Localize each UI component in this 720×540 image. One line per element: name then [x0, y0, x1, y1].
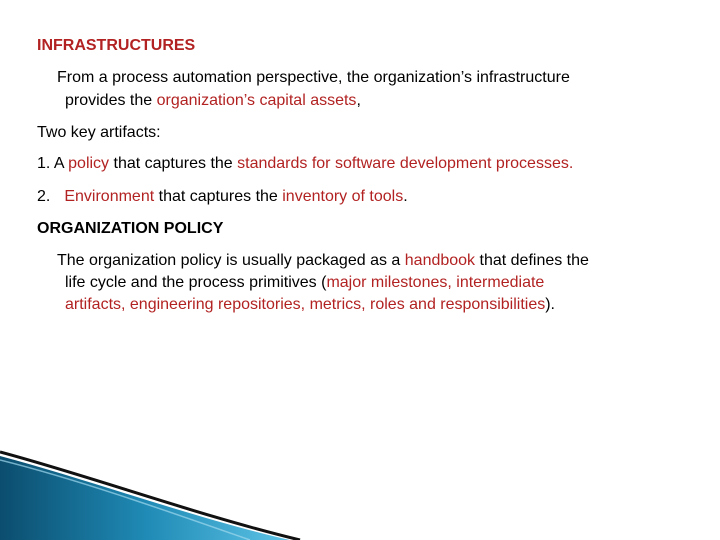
list-number: 2.	[37, 188, 51, 205]
standards-highlight: standards for software development processes.	[237, 155, 574, 172]
inventory-highlight: inventory of tools	[282, 188, 404, 205]
capital-assets-highlight: organization’s capital assets	[156, 92, 357, 109]
artifact-item-1: 1. A policy that captures the standards for software development processes.	[37, 155, 574, 172]
infra-para-line-1: From a process automation perspective, the organization’s infrastructure	[57, 69, 570, 86]
infra-para-line-2: provides the organization’s capital assets,	[65, 92, 361, 109]
primitives-highlight-1: major milestones, intermediate	[326, 274, 545, 291]
list-number: 1.	[37, 155, 51, 172]
artifact-item-2: 2. Environment that captures the inventory of tools.	[37, 188, 408, 205]
handbook-highlight: handbook	[404, 252, 476, 269]
policy-highlight: policy	[68, 155, 110, 172]
heading-organization-policy: ORGANIZATION POLICY	[37, 220, 224, 237]
policy-para-line-1: The organization policy is usually packaged as a handbook that defines the	[57, 252, 589, 269]
primitives-highlight-2: artifacts, engineering repositories, metrics, roles and responsibilities	[65, 296, 546, 313]
heading-infrastructures: INFRASTRUCTURES	[37, 37, 196, 54]
policy-para-line-2: life cycle and the process primitives (major milestones, intermediate	[65, 274, 545, 291]
policy-para-line-3: artifacts, engineering repositories, metrics, roles and responsibilities).	[65, 296, 555, 313]
artifacts-intro: Two key artifacts:	[37, 124, 161, 141]
environment-highlight: Environment	[64, 188, 155, 205]
